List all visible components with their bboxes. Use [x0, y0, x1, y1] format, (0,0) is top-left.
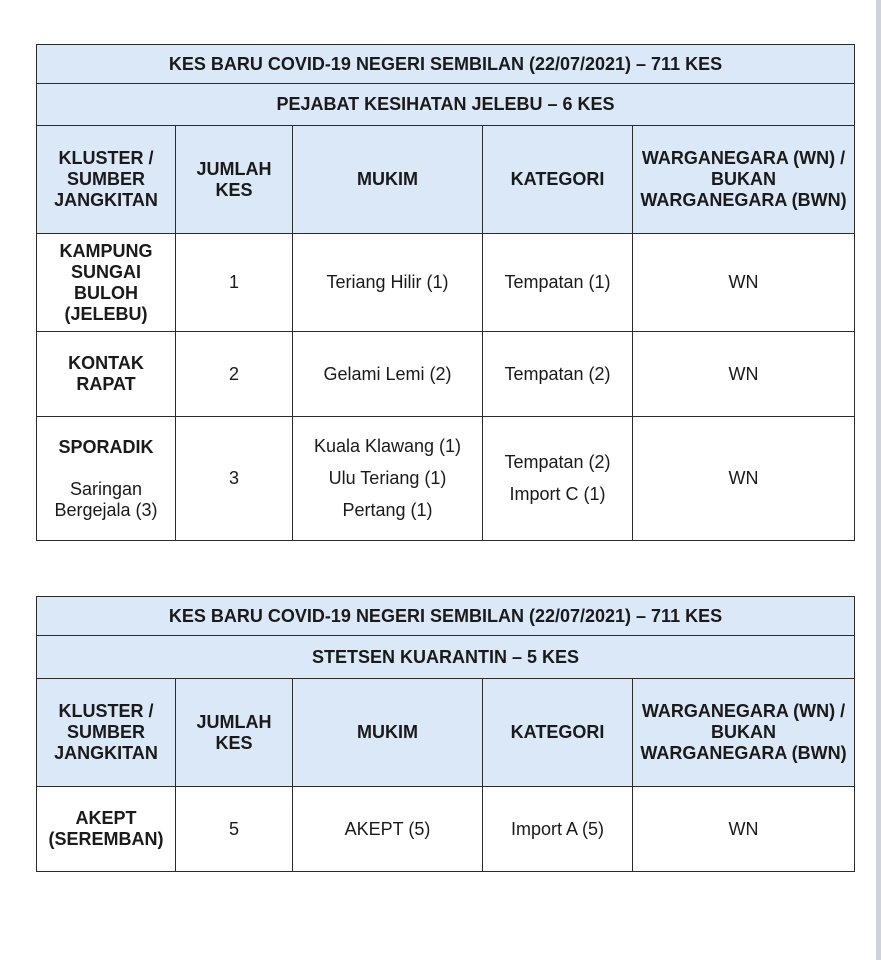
- category-cell: Tempatan (2): [483, 332, 633, 417]
- citizen-cell: WN: [633, 332, 855, 417]
- table-row: [37, 332, 855, 417]
- mukim-cell: Teriang Hilir (1): [293, 234, 483, 332]
- citizen-cell: WN: [633, 234, 855, 332]
- mukim-cell: [293, 417, 483, 541]
- table-subtitle: STETSEN KUARANTIN – 5 KES: [37, 636, 855, 679]
- category-entry: Import C (1): [509, 484, 606, 504]
- cluster-sub: Saringan Bergejala (3): [54, 478, 158, 520]
- count-cell: 3: [176, 417, 293, 541]
- header-mukim: MUKIM: [293, 126, 483, 234]
- header-count: JUMLAH KES: [176, 126, 293, 234]
- header-cluster: KLUSTER / SUMBER JANGKITAN: [37, 679, 176, 787]
- header-count: JUMLAH KES: [176, 679, 293, 787]
- cluster-name: SPORADIK: [58, 436, 154, 457]
- mukim-entry: Ulu Teriang (1): [328, 468, 447, 488]
- cluster-cell: KAMPUNG SUNGAI BULOH (JELEBU): [37, 234, 176, 332]
- category-entry: Tempatan (2): [504, 452, 611, 472]
- mukim-entry: Pertang (1): [342, 500, 433, 520]
- cluster-cell: AKEPT (SEREMBAN): [37, 787, 176, 872]
- mukim-entry: Kuala Klawang (1): [313, 436, 462, 456]
- mukim-cell: AKEPT (5): [293, 787, 483, 872]
- header-citizen: WARGANEGARA (WN) / BUKAN WARGANEGARA (BWN): [633, 679, 855, 787]
- jelebu-cases-table: [36, 44, 855, 541]
- cluster-cell: [37, 417, 176, 541]
- citizen-cell: WN: [633, 417, 855, 541]
- table-subtitle: PEJABAT KESIHATAN JELEBU – 6 KES: [37, 84, 855, 126]
- category-cell: Import A (5): [483, 787, 633, 872]
- table-row: [37, 787, 855, 872]
- count-cell: 5: [176, 787, 293, 872]
- table-title: KES BARU COVID-19 NEGERI SEMBILAN (22/07/2021) – 711 KES: [37, 597, 855, 636]
- quarantine-cases-table: [36, 596, 855, 872]
- cluster-cell: KONTAK RAPAT: [37, 332, 176, 417]
- header-citizen: WARGANEGARA (WN) / BUKAN WARGANEGARA (BWN): [633, 126, 855, 234]
- header-category: KATEGORI: [483, 126, 633, 234]
- header-category: KATEGORI: [483, 679, 633, 787]
- count-cell: 2: [176, 332, 293, 417]
- category-cell: [483, 417, 633, 541]
- table-title: KES BARU COVID-19 NEGERI SEMBILAN (22/07/2021) – 711 KES: [37, 45, 855, 84]
- table-row: [37, 417, 855, 541]
- count-cell: 1: [176, 234, 293, 332]
- page-edge: [876, 0, 881, 960]
- mukim-cell: Gelami Lemi (2): [293, 332, 483, 417]
- citizen-cell: WN: [633, 787, 855, 872]
- header-cluster: KLUSTER / SUMBER JANGKITAN: [37, 126, 176, 234]
- header-mukim: MUKIM: [293, 679, 483, 787]
- table-row: [37, 234, 855, 332]
- category-cell: Tempatan (1): [483, 234, 633, 332]
